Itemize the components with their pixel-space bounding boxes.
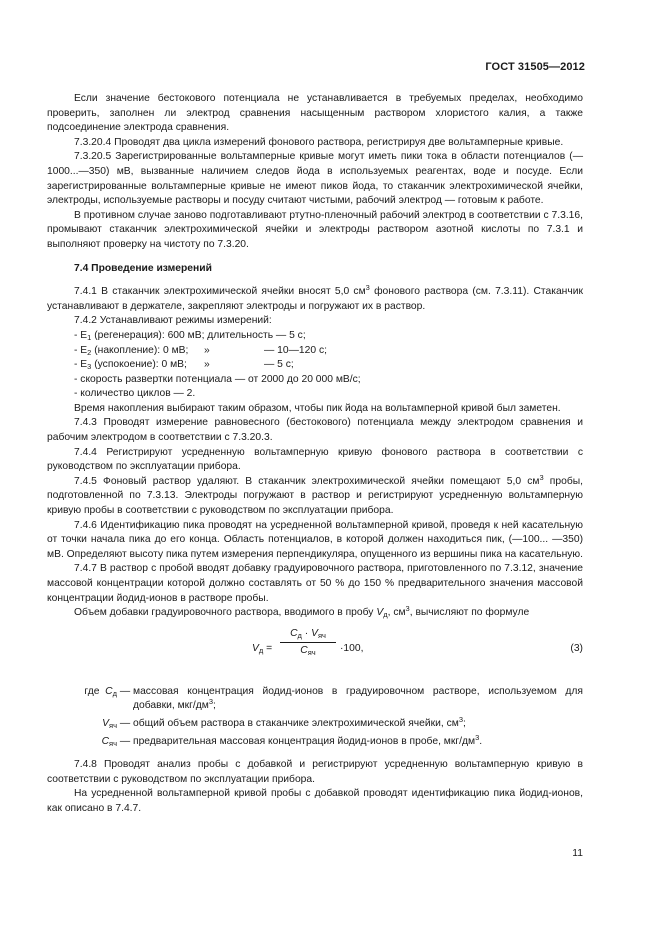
paragraph: В противном случае заново подготавливают ртутно-пленочный рабочий электрод в соответствии с 7.3.16, промывают стаканчик электрохимической ячейки и электроды раствором азотной кислоты по 7.3.1 и выполняют проверку на чистоту по 7.3.20.: [47, 209, 583, 250]
text: ;: [463, 717, 466, 729]
where-word: где: [84, 685, 100, 697]
definition-symbol: [47, 717, 117, 732]
superscript: 3: [458, 714, 463, 724]
text: , вычисляют по формуле: [409, 607, 530, 619]
paragraph-7-4-8: 7.4.8 Проводят анализ пробы с добавкой и регистрируют усредненную вольтамперную кривую в соответствии с руководством по эксплуатации прибора.: [47, 759, 583, 785]
superscript: 3: [475, 732, 480, 742]
superscript: 3: [539, 472, 544, 482]
paragraph-7-4-2: 7.4.2 Устанавливают режимы измерений:: [74, 315, 272, 327]
superscript: 3: [208, 697, 214, 707]
section-heading-7-4: 7.4 Проведение измерений: [74, 262, 212, 274]
text: (накопление): 0 мВ;: [91, 344, 189, 356]
mode-value: — 5 с;: [264, 359, 294, 371]
text: - E: [74, 344, 88, 356]
definition-text: [133, 685, 583, 714]
mode-e2: [47, 344, 583, 359]
paragraph-7-4-5: [47, 472, 583, 519]
text: общий объем раствора в стаканчике электрохимической ячейки, см: [133, 717, 459, 729]
paragraph-7-4-7: 7.4.7 В раствор с пробой вводят добавку градуировочного раствора, приготовленного по 7.3.12, значение массовой концентрации которой должно составлять от 50 % до 150 % предварительного значения массовой концентрации йодид-ионов в растворе пробы.: [47, 563, 583, 604]
ditto-mark: »: [204, 359, 210, 371]
mode-label: [74, 358, 204, 373]
definition-row: [47, 732, 583, 750]
text: ;: [213, 700, 216, 712]
paragraph: Если значение бестокового потенциала не устанавливается в требуемых пределах, необходимо проверить, заполнен ли электрод сравнения насыщенным раствором хлористого калия, а также подсоединение электрода сравнения.: [47, 93, 583, 134]
paragraph-7-4-6: 7.4.6 Идентификацию пика проводят на усредненной вольтамперной кривой, проведя к ней касательную от точки начала пика до его конца. Область потенциалов, в которой должен находиться пик, (—100... —350) мВ. Определяют высоту пика путем измерения перпендикуляра, опущенного из вершины пика на касательную.: [47, 519, 583, 560]
definition-dash: —: [119, 685, 131, 697]
mode-value: — 10—120 с;: [264, 344, 327, 356]
text: предварительная массовая концентрация йодид-ионов в пробе, мкг/дм: [133, 735, 476, 747]
definition-row: [47, 685, 583, 714]
definition-dash: —: [119, 717, 131, 729]
subscript: яч: [109, 720, 117, 730]
mode-e1: [47, 329, 583, 344]
text: .: [479, 735, 483, 747]
text: , см: [387, 607, 406, 619]
subscript: яч: [109, 738, 117, 748]
text: 7.4.1 В стаканчик электрохимической ячейки вносят 5,0 см: [74, 286, 366, 298]
paragraph-7-4-4: 7.4.4 Регистрируют усредненную вольтамперную кривую фонового раствора в соответствии с руководством по эксплуатации прибора.: [47, 446, 583, 473]
formula-lhs: [252, 642, 272, 657]
text: - E: [74, 329, 88, 341]
superscript: 3: [365, 283, 370, 293]
operator: ·: [301, 627, 312, 639]
text: пробы, подготовленной по 7.3.13. Электроды погружают в раствор и регистрируют усредненную вольтамперную кривую пробы в соответствии с руководством по эксплуатации прибора.: [47, 475, 583, 517]
text: (успокоение): 0 мВ;: [91, 359, 187, 371]
formula-fraction: [280, 627, 336, 659]
text: - E: [74, 359, 88, 371]
mode-cycles: - количество циклов — 2.: [74, 388, 196, 400]
definition-symbol: [47, 735, 117, 750]
document-code-header: ГОСТ 31505—2012: [485, 61, 585, 73]
page-number: 11: [572, 848, 583, 859]
definition-row: [47, 714, 583, 732]
mode-e3: [47, 358, 583, 373]
paragraph: Время накопления выбирают таким образом, чтобы пик йода на вольтамперной кривой был заметен.: [74, 402, 561, 414]
subscript: д: [383, 610, 388, 620]
text: 7.4.5 Фоновый раствор удаляют. В стаканчик электрохимической ячейки помещают 5,0 см: [74, 475, 540, 487]
mode-label: [74, 344, 204, 359]
mode-scan-speed: - скорость развертки потенциала — от 2000 до 20 000 мВ/с;: [74, 373, 361, 385]
paragraph-7-4-3: 7.4.3 Проводят измерение равновесного (бестокового) потенциала между электродом сравнения и рабочим электродом в соответствии с 7.3.20.3.: [47, 417, 583, 444]
page-body: [47, 92, 583, 817]
formula-number: (3): [570, 642, 583, 654]
subscript: д: [258, 645, 264, 655]
superscript: 3: [405, 604, 410, 614]
definition-text: [133, 732, 583, 750]
variable: С: [101, 735, 110, 747]
fraction-numerator: [280, 627, 336, 644]
text: массовая концентрация йодид-ионов в градуировочном растворе, используемом для добавки, мкг/дм: [133, 685, 583, 712]
subscript: д: [297, 630, 302, 640]
paragraph-7-4-1: [47, 285, 583, 314]
subscript: д: [112, 688, 117, 698]
fraction-denominator: [280, 643, 336, 659]
equals-sign: =: [263, 642, 273, 654]
subscript: яч: [307, 648, 316, 658]
variable: V: [376, 607, 384, 619]
paragraph-7-3-20-4: 7.3.20.4 Проводят два цикла измерений фонового раствора, регистрируя две вольтамперные кривые.: [74, 136, 564, 148]
variable: С: [105, 685, 113, 697]
definition-text: [133, 714, 583, 732]
subscript: яч: [317, 630, 326, 640]
formula-3: [47, 627, 583, 673]
ditto-mark: »: [204, 344, 210, 356]
paragraph: На усредненной вольтамперной кривой пробы с добавкой проводят идентификацию пика йодид-ионов, как описано в 7.4.7.: [47, 788, 583, 814]
variable: V: [252, 642, 259, 654]
definition-dash: —: [119, 735, 131, 747]
variable: С: [290, 627, 298, 639]
formula-definitions: [47, 685, 583, 749]
paragraph-7-3-20-5: 7.3.20.5 Зарегистрированные вольтамперные кривые могут иметь пики тока в области потенциалов (—1000...—350) мВ, вызванные наличием следов йода в используемых реагентах, воде и посуде. Если зарегистрированные вольтамперные кривые не имеют пиков йода, то стаканчик электрохимической ячейки, электроды, используемые растворы и посуду считают чистыми, рабочий электрод — готовым к работе.: [47, 151, 583, 207]
variable: С: [300, 645, 308, 657]
text: Объем добавки градуировочного раствора, вводимого в пробу: [74, 607, 377, 619]
variable: V: [311, 627, 318, 639]
subscript: 1: [87, 332, 92, 342]
definition-symbol: [47, 685, 117, 700]
subscript: 2: [87, 347, 92, 357]
formula-multiplier: ·100,: [340, 642, 364, 654]
text: (регенерация): 600 мВ; длительность — 5 с;: [91, 329, 306, 341]
paragraph: [47, 606, 583, 621]
variable: V: [102, 717, 110, 729]
subscript: 3: [87, 362, 92, 372]
text: фонового раствора (см. 7.3.11). Стаканчик устанавливают в держателе, закрепляют электроды и погружают их в раствор.: [47, 286, 583, 312]
